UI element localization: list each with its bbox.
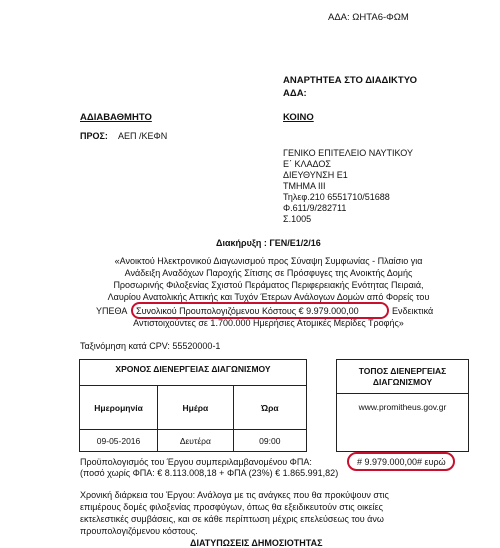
proclamation-line-5-prefix: ΥΠΕΘΑ — [96, 306, 128, 316]
duration-line: εκτελεστικές συμβάσεις, και σε κάθε περίπτωση μέχρις επελεύσεως του άνω — [80, 514, 384, 524]
sender-line: Σ.1005 — [283, 214, 312, 224]
proclamation-label: Διακήρυξη : ΓΕΝ/Ε1/2/16 — [216, 238, 321, 248]
proclamation-line-5-suffix: Ενδεικτικά — [392, 306, 434, 316]
next-section-heading: ΔΙΑΤΥΠΩΣΕΙΣ ΔΗΜΟΣΙΟΤΗΤΑΣ — [190, 538, 323, 548]
schedule-col-time: Ώρα — [233, 386, 306, 430]
proclamation-cost-highlight: Συνολικού Προυπολογιζόμενου Κόστους € 9.979.000,00 — [136, 306, 359, 316]
schedule-place-header — [337, 360, 469, 394]
duration-line: προυπολογιζόμενου κόστους. — [80, 526, 198, 536]
classification-common: ΚΟΙΝΟ — [283, 112, 314, 123]
budget-line-1-prefix: Προϋπολογισμός του Έργου συμπεριλαμβανομένου ΦΠΑ: — [80, 457, 312, 467]
sender-line: Φ.611/9/282711 — [283, 203, 347, 213]
proclamation-line: Προσωρινής Φιλοξενίας Σχιστού Περάματος Περιφερειακής Ενότητας Πειραιά, — [113, 280, 424, 290]
duration-line: επιμέρους δομές φιλοξενίας προσφύγων, όπως θα εξειδικευτούν στις οικείες — [80, 502, 384, 512]
schedule-place-header-line-2: ΔΙΑΓΩΝΙΣΜΟΥ — [372, 376, 433, 387]
budget-line-2: (ποσό χωρίς ΦΠΑ: € 8.113.008,18 + ΦΠΑ (23%) € 1.865.991,82) — [80, 468, 339, 478]
schedule-day: Δευτέρα — [158, 430, 234, 452]
sender-line: ΔΙΕΥΘΥΝΣΗ Ε1 — [283, 170, 348, 180]
schedule-place-header-line-1: ΤΟΠΟΣ ΔΙΕΝΕΡΓΕΙΑΣ — [358, 365, 447, 376]
schedule-time-header: ΧΡΟΝΟΣ ΔΙΕΝΕΡΓΕΙΑΣ ΔΙΑΓΩΝΙΣΜΟΥ — [80, 360, 307, 386]
recipient-value: ΑΕΠ /ΚΕΦΝ — [118, 131, 168, 141]
schedule-col-day: Ημέρα — [158, 386, 234, 430]
sender-line: ΤΜΗΜΑ ΙΙΙ — [283, 181, 326, 191]
cost-highlight-oval — [131, 302, 389, 319]
proclamation-line: Αντιστοιχούντες σε 1.700.000 Ημερήσιες Ατομικές Μερίδες Τροφής» — [133, 318, 404, 328]
budget-highlight-oval — [347, 452, 455, 471]
recipient-label: ΠΡΟΣ: — [80, 131, 108, 141]
proclamation-line: Ανάδειξη Αναδόχων Παροχής Σίτισης σε Πρόσφυγες της Ανοικτής Δομής — [124, 268, 413, 278]
schedule-time: 09:00 — [233, 430, 306, 452]
schedule-col-date: Ημερομηνία — [80, 386, 158, 430]
schedule-date: 09-05-2016 — [80, 430, 158, 452]
cpv-classification: Ταξινόμηση κατά CPV: 55520000-1 — [80, 341, 221, 351]
ada-code: ΑΔΑ: ΩΗΤΑ6-ΦΩΜ — [328, 12, 409, 23]
sender-line: Τηλεφ.210 6551710/51688 — [283, 192, 390, 202]
posted-online-label: ΑΝΑΡΤΗΤΕΑ ΣΤΟ ΔΙΑΔΙΚΤΥΟ — [283, 75, 418, 86]
sender-line: Ε΄ ΚΛΑΔΟΣ — [283, 159, 331, 169]
schedule-place: www.promitheus.gov.gr — [337, 394, 469, 452]
ada-blank-label: ΑΔΑ: — [283, 88, 307, 99]
budget-amount-highlight: # 9.979.000,00# ευρώ — [357, 457, 446, 467]
proclamation-line: «Ανοικτού Ηλεκτρονικού Διαγωνισμού προς Σύναψη Συμφωνίας - Πλαίσιο για — [114, 256, 423, 266]
proclamation-line: Λαυρίου Ανατολικής Αττικής και Τυχόν Έτερων Ανάλογων Δομών από Φορείς του — [107, 292, 430, 302]
sender-line: ΓΕΝΙΚΟ ΕΠΙΤΕΛΕΙΟ ΝΑΥΤΙΚΟΥ — [283, 148, 413, 158]
schedule-place-table — [336, 359, 469, 452]
classification-unclassified: ΑΔΙΑΒΑΘΜΗΤΟ — [80, 112, 152, 123]
duration-line: Χρονική διάρκεια του Έργου: Ανάλογα με τις ανάγκες που θα προκύψουν στις — [80, 490, 389, 500]
schedule-time-table — [79, 359, 307, 452]
